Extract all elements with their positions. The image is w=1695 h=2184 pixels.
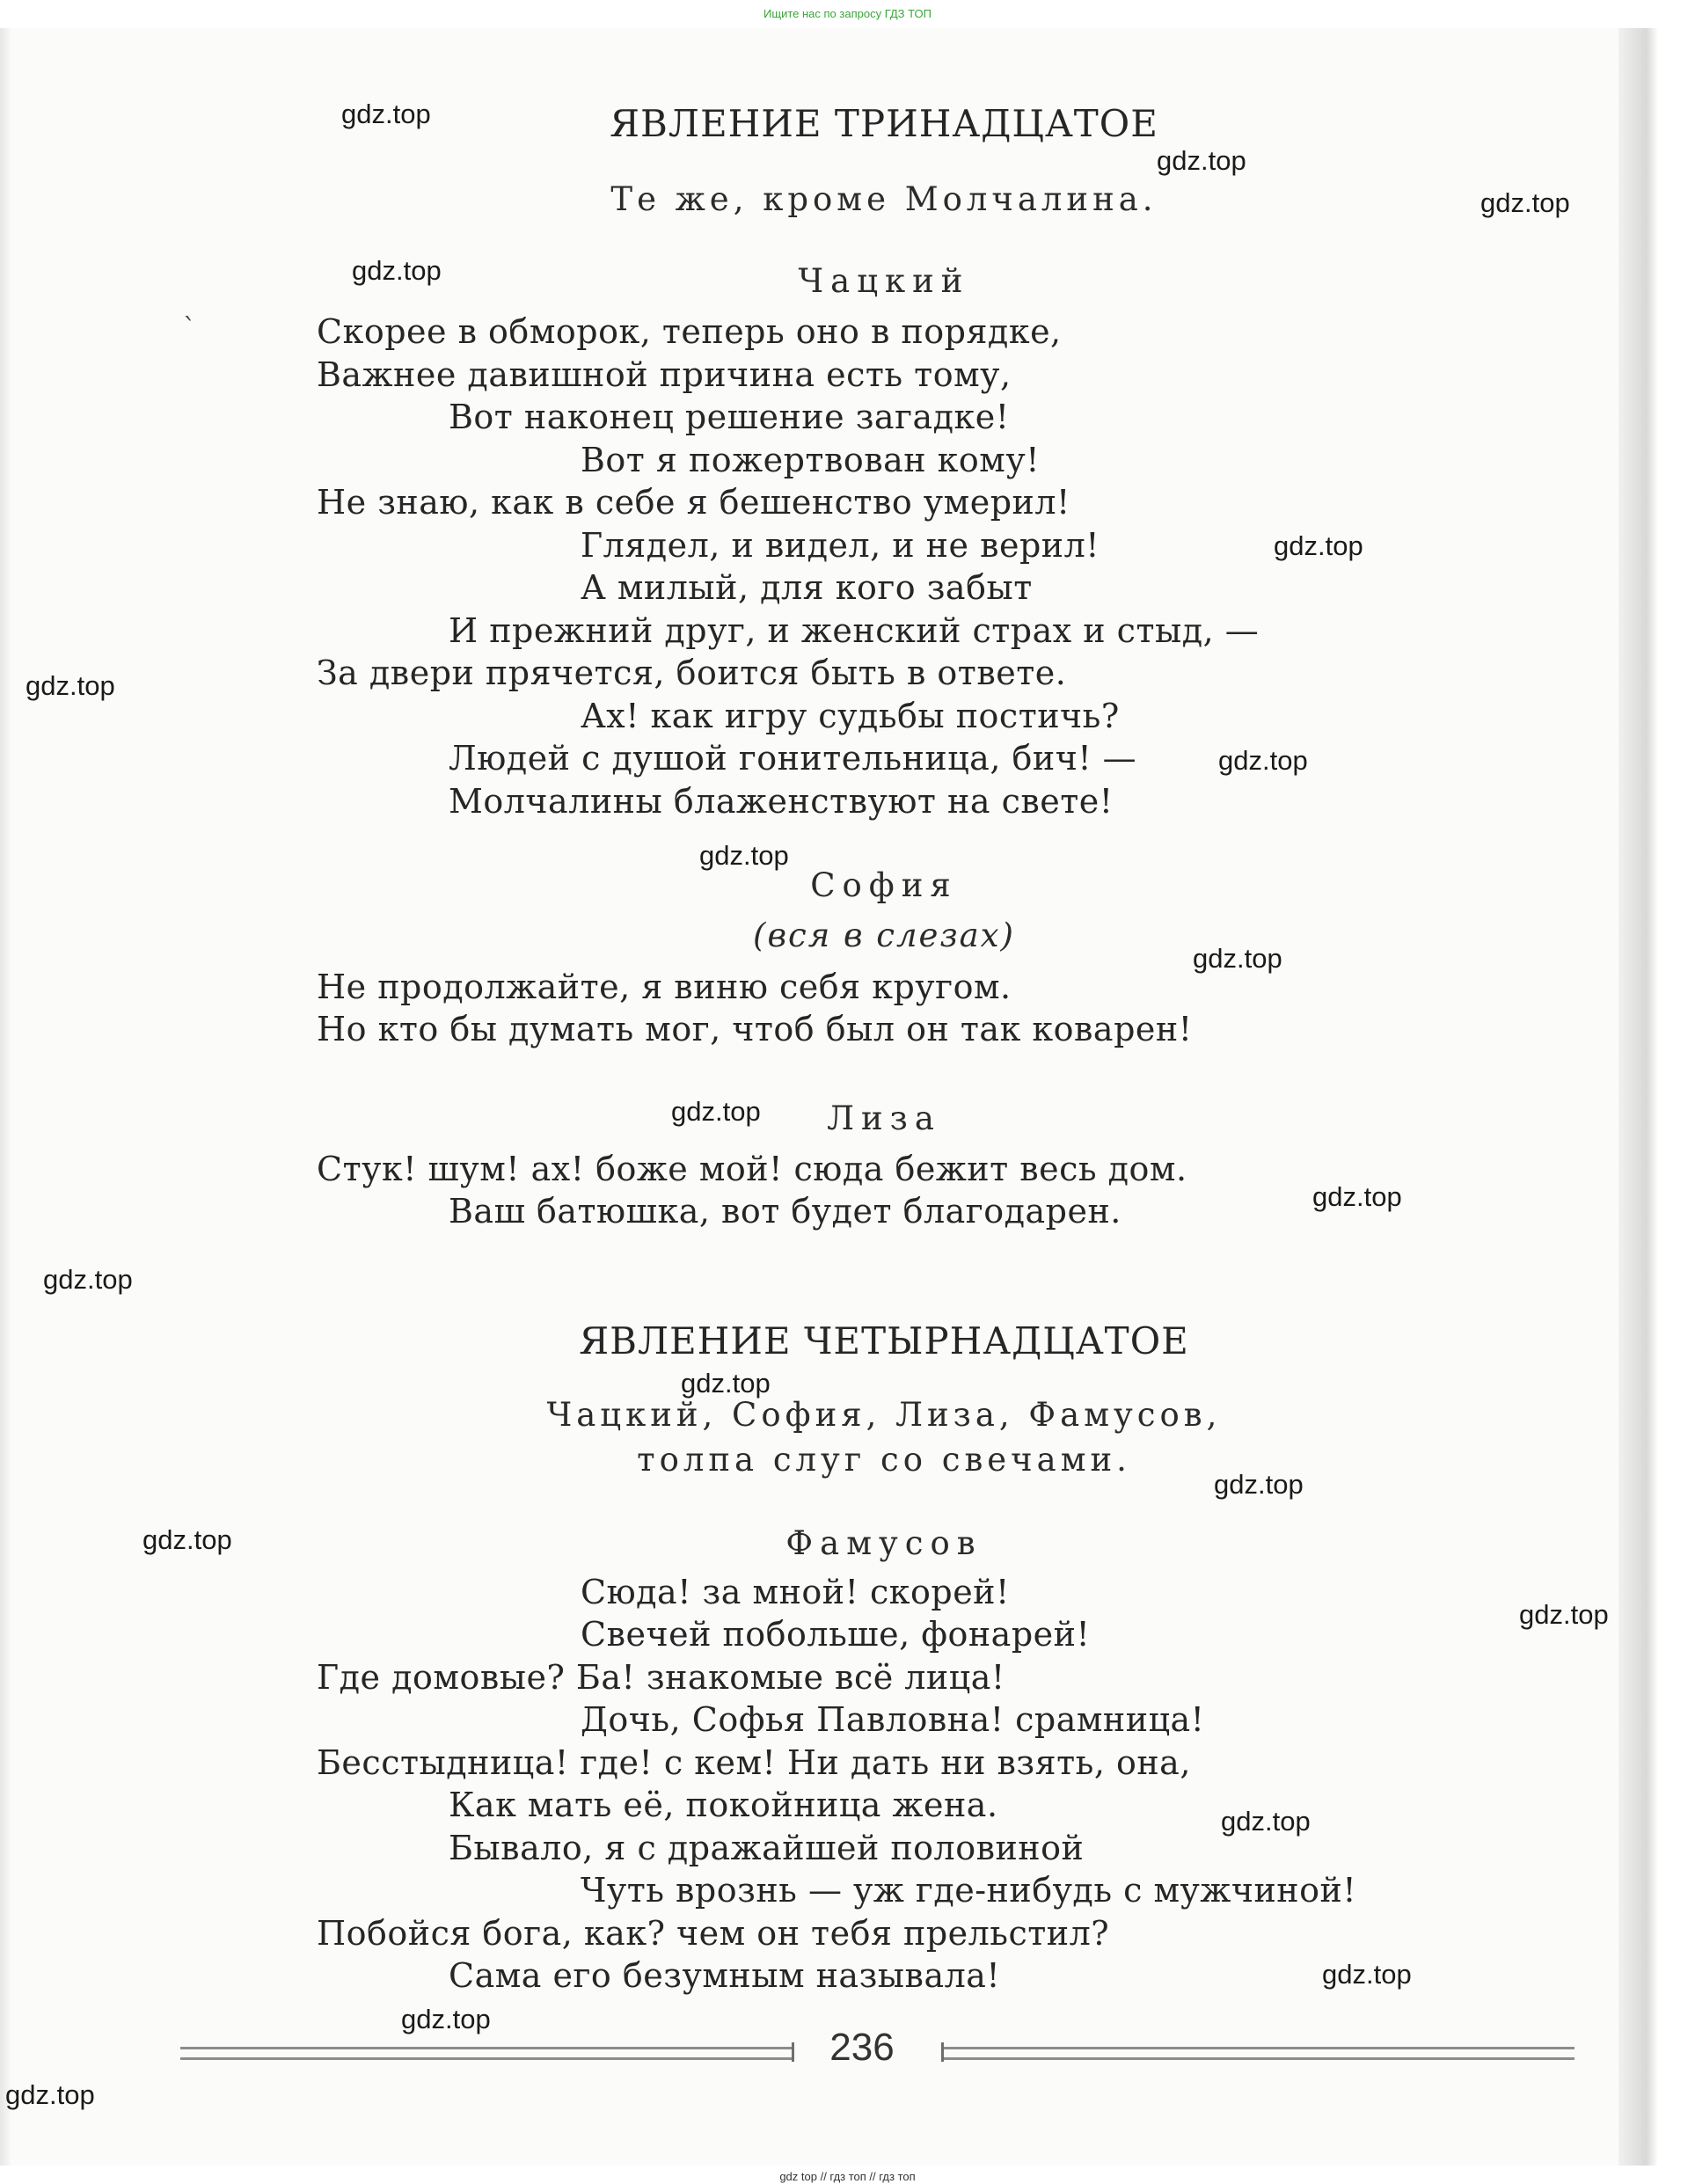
verse-line: Дочь, Софья Павловна! срамница! — [581, 1700, 1205, 1739]
watermark: gdz.top — [401, 2004, 491, 2034]
stage-direction: толпа слуг со свечами. — [637, 1441, 1131, 1479]
watermark: gdz.top — [5, 2079, 95, 2110]
verse-line: Свечей побольше, фонарей! — [581, 1615, 1091, 1654]
bottom-banner[interactable]: gdz top // гдз топ // гдз топ — [779, 2170, 916, 2183]
verse-line: Где домовые? Ба! знакомые всё лица! — [317, 1658, 1005, 1697]
verse-line: Сюда! за мной! скорей! — [581, 1573, 1010, 1611]
verse-line: Людей с душой гонительница, бич! — — [449, 739, 1137, 778]
verse-line: Бывало, я с дражайшей половиной — [449, 1829, 1085, 1867]
watermark: gdz.top — [142, 1524, 232, 1555]
verse-line: И прежний друг, и женский страх и стыд, — — [449, 611, 1260, 650]
page-fold-shadow — [1618, 28, 1658, 2166]
verse-line: Стук! шум! ах! боже мой! сюда бежит весь дом. — [317, 1150, 1187, 1188]
watermark: gdz.top — [1218, 745, 1308, 776]
verse-line: Не знаю, как в себе я бешенство умерил! — [317, 483, 1070, 522]
watermark: gdz.top — [341, 99, 431, 129]
stage-direction: Те же, кроме Молчалина. — [610, 180, 1158, 218]
verse-line: Глядел, и видел, и не верил! — [581, 526, 1100, 565]
watermark: gdz.top — [1221, 1806, 1311, 1837]
speaker-name: Лиза — [827, 1099, 941, 1137]
verse-line: Ах! как игру судьбы постичь? — [581, 697, 1120, 735]
watermark: gdz.top — [1322, 1959, 1412, 1990]
verse-line: Ваш батюшка, вот будет благодарен. — [449, 1192, 1121, 1231]
watermark: gdz.top — [1274, 530, 1363, 561]
verse-line: Сама его безумным называла! — [449, 1956, 1001, 1995]
footer-rule-cap — [792, 2042, 794, 2062]
watermark: gdz.top — [1519, 1599, 1609, 1630]
watermark: gdz.top — [1214, 1469, 1304, 1500]
speaker-name: София — [810, 866, 958, 904]
top-banner[interactable]: Ищите нас по запросу ГДЗ ТОП — [763, 7, 932, 20]
verse-line: Побойся бога, как? чем он тебя прельстил? — [317, 1914, 1110, 1953]
footer-rule-right — [944, 2047, 1574, 2060]
watermark: gdz.top — [1480, 187, 1570, 218]
speaker-name: Фамусов — [785, 1524, 983, 1562]
scene-heading: ЯВЛЕНИЕ ТРИНАДЦАТОЕ — [610, 102, 1158, 145]
watermark: gdz.top — [43, 1264, 133, 1295]
watermark: gdz.top — [352, 255, 442, 286]
verse-line: За двери прячется, боится быть в ответе. — [317, 654, 1067, 692]
verse-line: Вот наконец решение загадке! — [449, 398, 1010, 436]
verse-line: Молчалины блаженствуют на свете! — [449, 782, 1114, 821]
stage-remark: (вся в слезах) — [753, 917, 1015, 954]
speaker-name: Чацкий — [798, 262, 970, 300]
verse-line: Как мать её, покойница жена. — [449, 1786, 998, 1824]
verse-line: Бесстыдница! где! с кем! Ни дать ни взять, она, — [317, 1743, 1191, 1782]
verse-line: Важнее давишной причина есть тому, — [317, 355, 1012, 394]
page-number: 236 — [829, 2026, 895, 2069]
watermark: gdz.top — [671, 1096, 761, 1127]
verse-line: Скорее в обморок, теперь оно в порядке, — [317, 312, 1062, 351]
watermark: gdz.top — [1193, 943, 1282, 974]
verse-line: Чуть врознь — уж где-нибудь с мужчиной! — [581, 1871, 1357, 1910]
footer-rule-left — [180, 2047, 792, 2060]
stage-direction: Чацкий, София, Лиза, Фамусов, — [546, 1396, 1222, 1434]
verse-line: Не продолжайте, я виню себя кругом. — [317, 968, 1012, 1006]
watermark: gdz.top — [26, 670, 115, 701]
stray-mark: ` — [183, 313, 196, 344]
watermark: gdz.top — [1312, 1181, 1402, 1212]
verse-line: А милый, для кого забыт — [581, 568, 1033, 607]
verse-line: Но кто бы думать мог, чтоб был он так коварен! — [317, 1010, 1193, 1048]
page-left-edge — [0, 28, 12, 2166]
verse-line: Вот я пожертвован кому! — [581, 441, 1040, 479]
watermark: gdz.top — [699, 840, 789, 871]
watermark: gdz.top — [681, 1368, 771, 1399]
scene-heading: ЯВЛЕНИЕ ЧЕТЫРНАДЦАТОЕ — [579, 1319, 1189, 1362]
watermark: gdz.top — [1157, 145, 1246, 176]
